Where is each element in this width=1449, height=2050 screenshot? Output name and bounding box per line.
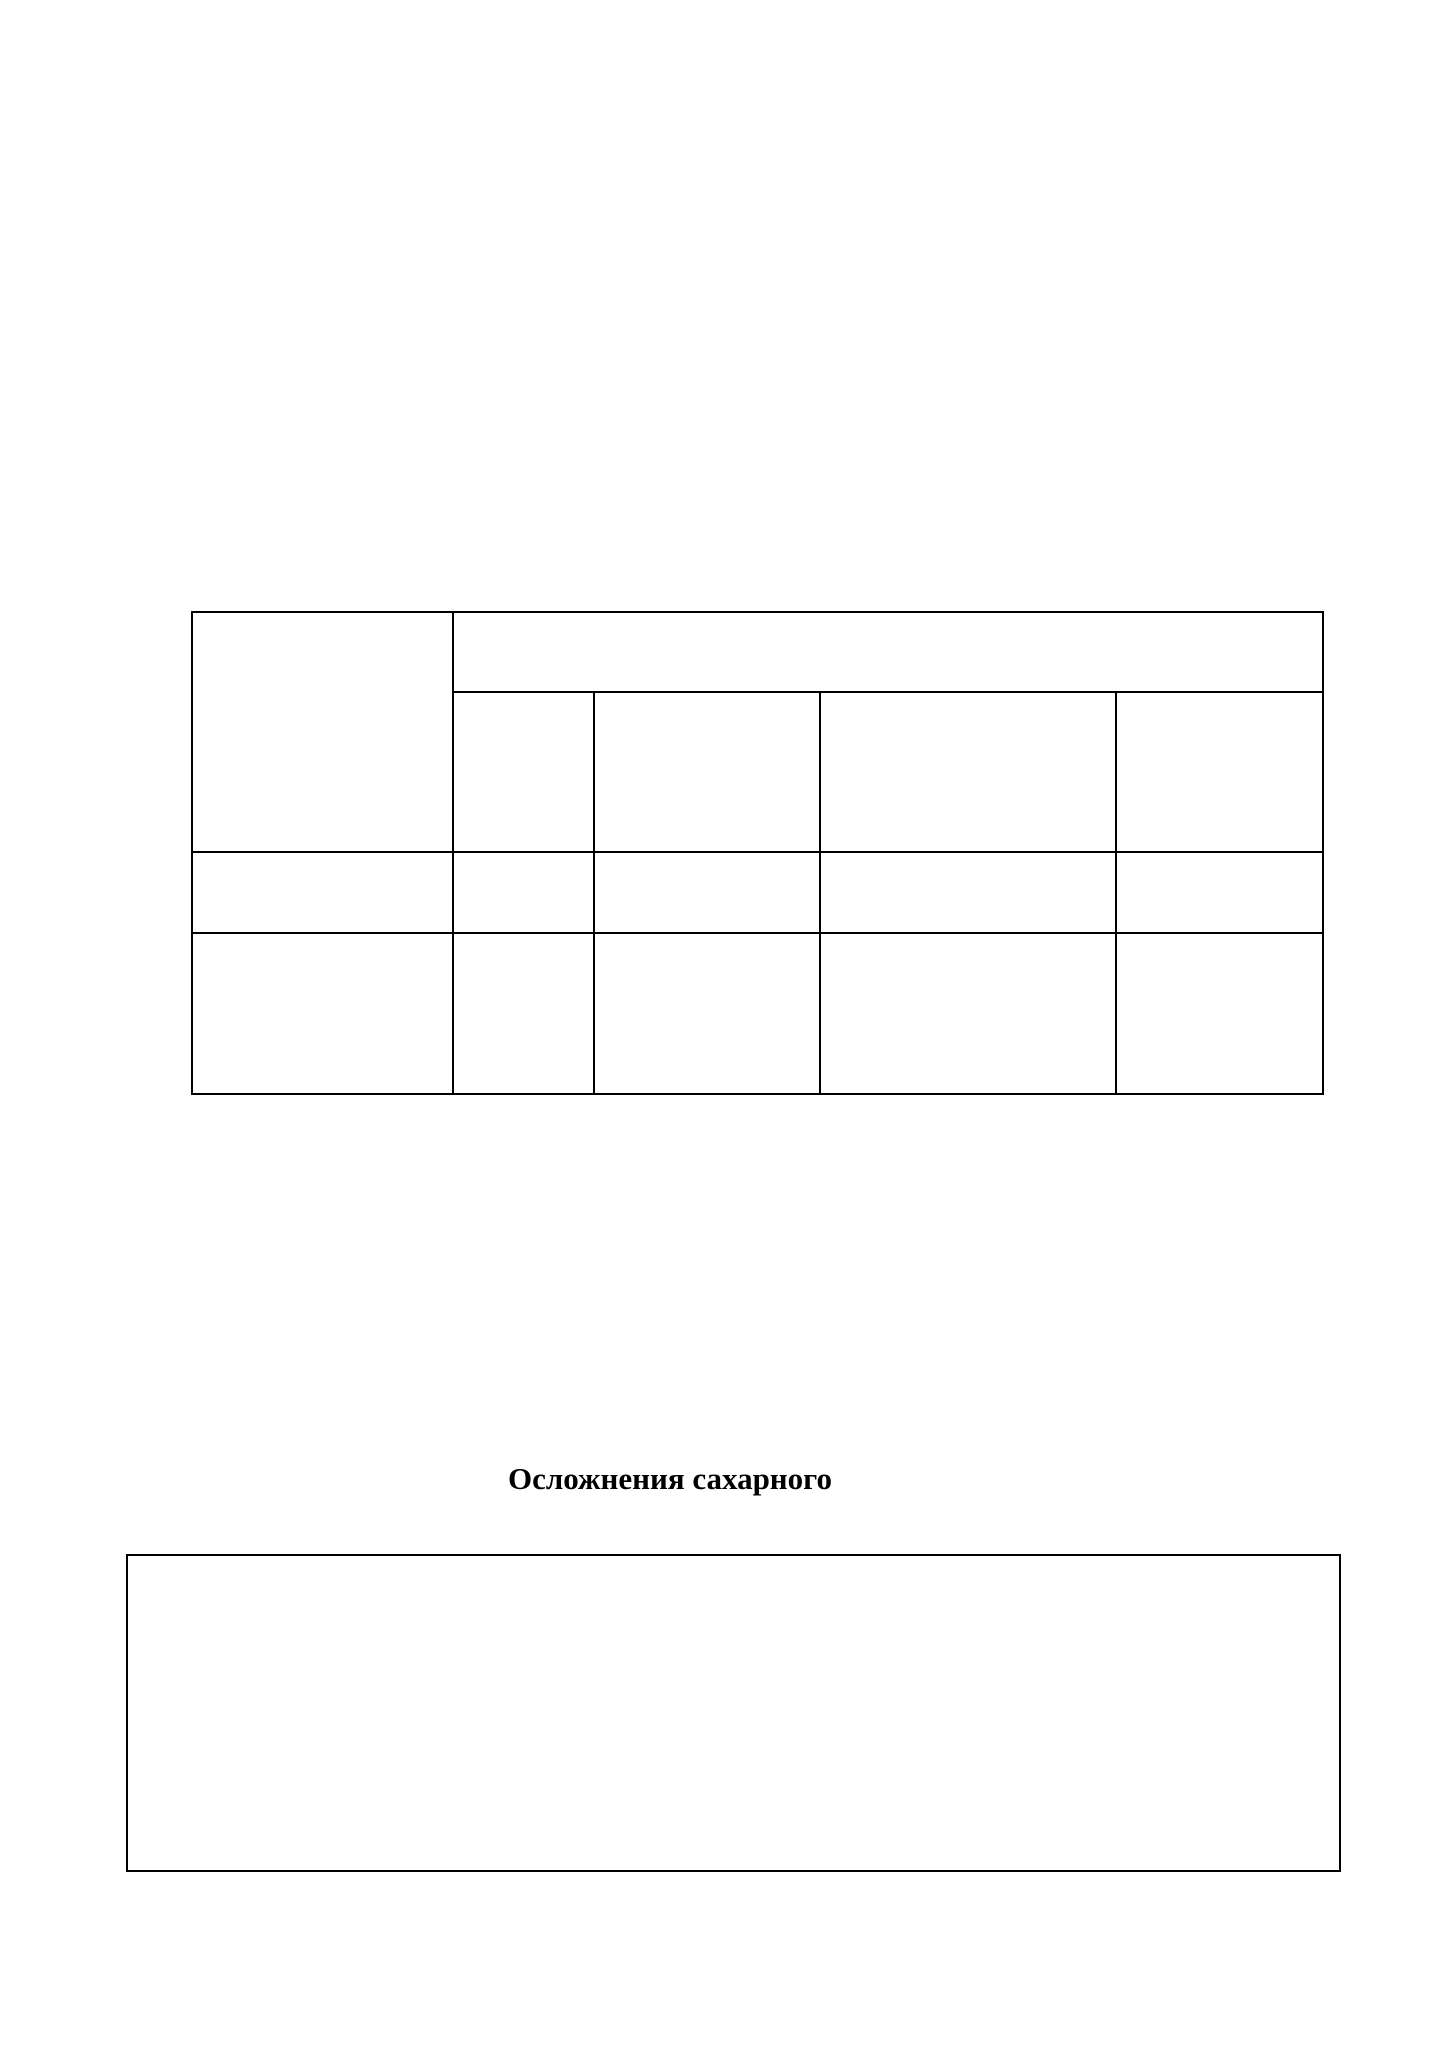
table-row-header-cell [192,612,453,852]
table-row [192,852,1323,933]
table-subheader-cell [1116,692,1323,852]
table-subheader-cell [594,692,820,852]
empty-data-table [191,611,1324,1095]
table-header-row [192,612,1323,692]
empty-text-box [126,1554,1341,1872]
section-heading: Осложнения сахарного [508,1461,832,1496]
table-cell [820,933,1116,1094]
table-cell [1116,852,1323,933]
table-cell [453,933,594,1094]
table-subheader-cell [453,692,594,852]
table-cell [594,933,820,1094]
table-row-label [192,852,453,933]
table-row-label [192,933,453,1094]
table-cell [453,852,594,933]
table-subheader-cell [820,692,1116,852]
table-group-header-cell [453,612,1323,692]
section-heading-container [0,1459,1340,1499]
table-cell [594,852,820,933]
table-cell [820,852,1116,933]
table-cell [1116,933,1323,1094]
table-row [192,933,1323,1094]
